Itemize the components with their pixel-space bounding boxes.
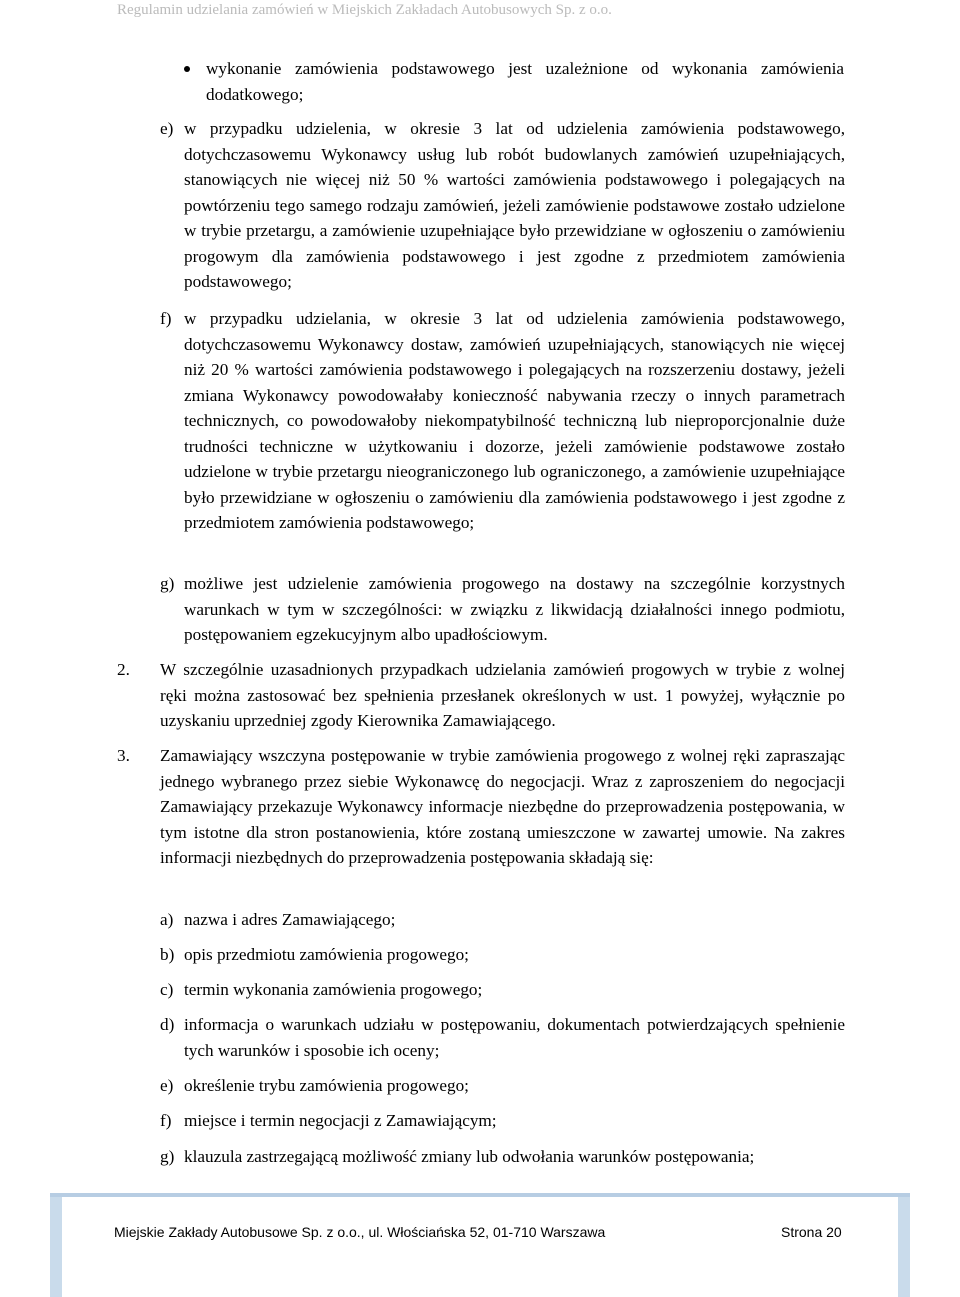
info-label-b: b) [160,945,175,964]
item-f: w przypadku udzielania, w okresie 3 lat od udzielenia zamówienia podstawowego, dotychczasowemu Wykonawcy dostaw, zamówień uzupełniających, stanowiących nie więcej niż 20 % wartości zamówienia podstawowego i polegających na rozszerzeniu dostawy, jeżeli zmiana Wykonawcy powodowałaby konieczność nabywania rzeczy o innych parametrach technicznych, co powodowałoby niekompatybilność techniczną lub nieproporcjonalnie duże trudności techniczne w użytkowaniu i dozorze, jeżeli zamówienie podstawowe zostało udzielone w trybie przetargu nieograniczonego lub ograniczonego, a zamówienie uzupełniające było przewidziane w ogłoszeniu o zamówieniu dla zamówienia podstawowego i jest zgodne z przedmiotem zamówienia podstawowego; [184,309,845,532]
info-label-c: c) [160,980,174,999]
info-item-e: określenie trybu zamówienia progowego; [184,1076,469,1095]
section-number-2: 2. [117,660,130,679]
section-2: W szczególnie uzasadnionych przypadkach udzielania zamówień progowych w trybie z wolnej ręki można zastosować bez spełnienia przesłanek określonych w ust. 1 powyżej, wyłącznie po uzyskaniu uprzedniej zgody Kierownika Zamawiającego. [160,660,845,730]
item-label-e: e) [160,119,174,138]
item-g: możliwe jest udzielenie zamówienia progowego na dostawy na szczególnie korzystnych warunkach w tym w szczególności: w związku z likwidacją działalności innego podmiotu, postępowaniem egzekucyjnym albo upadłościowym. [184,574,845,644]
bullet-item: wykonanie zamówienia podstawowego jest uzależnione od wykonania zamówienia dodatkowego; [206,59,844,104]
info-item-c: termin wykonania zamówienia progowego; [184,980,483,999]
footer-side-band-right [898,1197,910,1297]
section-3: Zamawiający wszczyna postępowanie w trybie zamówienia progowego z wolnej ręki zapraszając jednego wybranego przez siebie Wykonawcę do negocjacji. Wraz z zaproszeniem do negocjacji Zamawiający przekazuje Wykonawcy informacje niezbędne do przeprowadzenia postępowania, w tym istotne dla stron postanowienia, które zostaną umieszczone w zawartej umowie. Na zakres informacji niezbędnych do przeprowadzenia postępowania składają się: [160,746,845,867]
page-header [0,0,960,24]
info-item-b: opis przedmiotu zamówienia progowego; [184,945,469,964]
item-e: w przypadku udzielenia, w okresie 3 lat od udzielenia zamówienia podstawowego, dotychczasowemu Wykonawcy usług lub robót budowlanych zamówień uzupełniających, stanowiących nie więcej niż 50 % wartości zamówienia podstawowego i polegających na powtórzeniu tego samego rodzaju zamówień, jeżeli zamówienie podstawowe zostało udzielone w trybie przetargu, a zamówienie uzupełniające było przewidziane w ogłoszeniu o zamówieniu progowym dla zamówienia podstawowego i jest zgodne z przedmiotem zamówienia podstawowego; [184,119,845,291]
section-number-3: 3. [117,746,130,765]
info-label-a: a) [160,910,174,929]
item-label-f: f) [160,309,172,328]
info-label-e: e) [160,1076,174,1095]
footer-side-band-left [50,1197,62,1297]
info-item-d: informacja o warunkach udziału w postępowaniu, dokumentach potwierdzających spełnienie tych warunków i sposobie ich oceny; [184,1015,845,1060]
info-item-g: klauzula zastrzegającą możliwość zmiany lub odwołania warunków postępowania; [184,1147,755,1166]
footer-address: Miejskie Zakłady Autobusowe Sp. z o.o., ul. Włościańska 52, 01-710 Warszawa [114,1224,606,1240]
info-label-d: d) [160,1015,175,1034]
info-label-g: g) [160,1147,175,1166]
header-title: Regulamin udzielania zamówień w Miejskich Zakładach Autobusowych Sp. z o.o. [117,2,612,18]
item-label-g: g) [160,574,175,593]
info-label-f: f) [160,1111,172,1130]
info-item-a: nazwa i adres Zamawiającego; [184,910,396,929]
footer-page-number: Strona 20 [781,1224,842,1240]
info-item-f: miejsce i termin negocjacji z Zamawiającym; [184,1111,497,1130]
bullet-icon [184,66,190,72]
footer-divider [50,1193,910,1197]
